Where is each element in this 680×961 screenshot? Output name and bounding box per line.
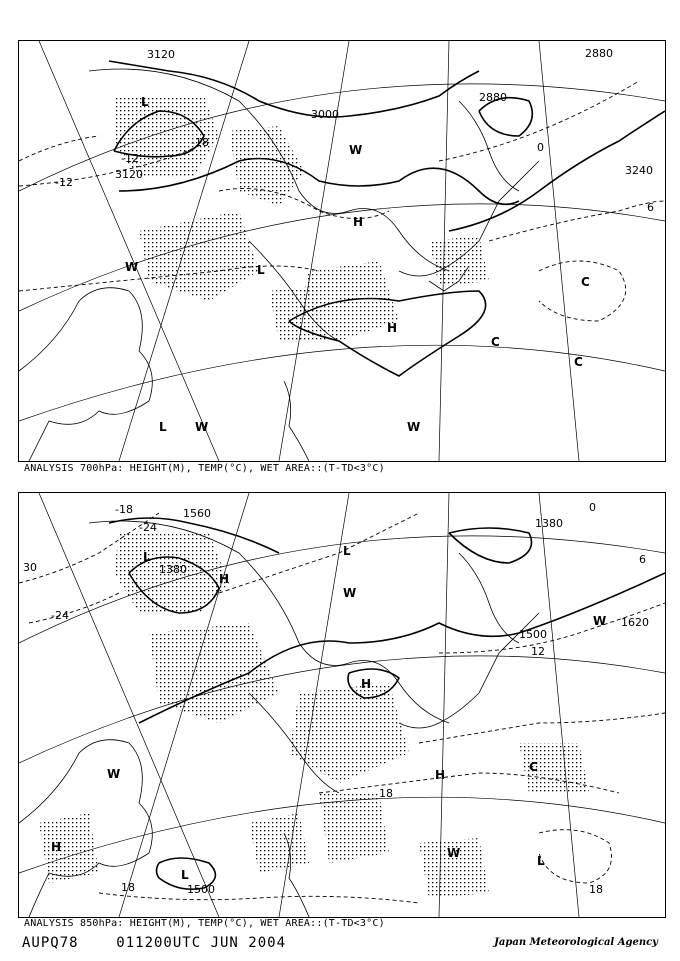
center-symbol: L (257, 263, 265, 277)
temp-label: 0 (589, 501, 596, 514)
height-label: 3240 (625, 164, 653, 177)
center-symbol: W (107, 767, 121, 781)
agency-name: Japan Meteorological Agency (494, 937, 658, 948)
center-symbol: H (387, 321, 398, 335)
height-label: 1620 (621, 616, 649, 629)
temp-label: 0 (537, 141, 544, 154)
height-label: 3120 (115, 168, 143, 181)
height-label: 1560 (183, 507, 211, 520)
temp-label: 30 (23, 561, 37, 574)
center-symbol: C (581, 275, 590, 289)
temp-label: 6 (647, 201, 654, 214)
center-symbol: L (537, 854, 545, 868)
center-symbol: H (353, 215, 364, 229)
temp-label: -24 (139, 521, 157, 534)
height-label: 2880 (585, 47, 613, 60)
center-symbol: W (195, 420, 209, 434)
map-850hpa (18, 492, 666, 918)
center-symbol: H (435, 768, 446, 782)
center-symbol: W (343, 586, 357, 600)
height-label: 1500 (519, 628, 547, 641)
center-symbol: H (219, 572, 230, 586)
wet-area-shading (39, 533, 589, 898)
height-label: 1380 (535, 517, 563, 530)
center-symbol: H (51, 840, 62, 854)
temp-label: 12 (531, 645, 545, 658)
temp-label: -24 (51, 609, 69, 622)
center-symbol: L (181, 868, 189, 882)
center-symbol: L (141, 95, 149, 109)
temp-label: 18 (379, 787, 393, 800)
center-symbol: W (447, 846, 461, 860)
temp-label: 6 (639, 553, 646, 566)
center-symbol: W (407, 420, 421, 434)
height-label: 2880 (479, 91, 507, 104)
center-symbol: H (361, 677, 372, 691)
center-symbol: L (143, 550, 151, 564)
caption-700hpa: ANALYSIS 700hPa: HEIGHT(M), TEMP(°C), WET AREA::(T-TD<3°C) (24, 463, 385, 474)
center-symbol: C (574, 355, 583, 369)
height-label: 3120 (147, 48, 175, 61)
center-symbol: W (125, 260, 139, 274)
center-symbol: W (593, 614, 607, 628)
height-label: 1500 (187, 883, 215, 896)
height-label: 1380 (159, 563, 187, 576)
temp-label: -12 (55, 176, 73, 189)
center-symbol: C (529, 760, 538, 774)
temp-label: 18 (121, 881, 135, 894)
height-label: 3000 (311, 108, 339, 121)
map-700hpa (18, 40, 666, 462)
product-identifier: AUPQ78 011200UTC JUN 2004 (22, 935, 287, 951)
center-symbol: C (491, 335, 500, 349)
center-symbol: L (159, 420, 167, 434)
temp-label: -18 (115, 503, 133, 516)
caption-850hpa: ANALYSIS 850hPa: HEIGHT(M), TEMP(°C), WET AREA::(T-TD<3°C) (24, 918, 385, 929)
map-850hpa-canvas (19, 493, 665, 917)
temp-label: -18 (191, 136, 209, 149)
temp-label: 18 (589, 883, 603, 896)
map-700hpa-canvas (19, 41, 665, 461)
center-symbol: L (343, 544, 351, 558)
temp-label: -12 (121, 152, 139, 165)
center-symbol: W (349, 143, 363, 157)
